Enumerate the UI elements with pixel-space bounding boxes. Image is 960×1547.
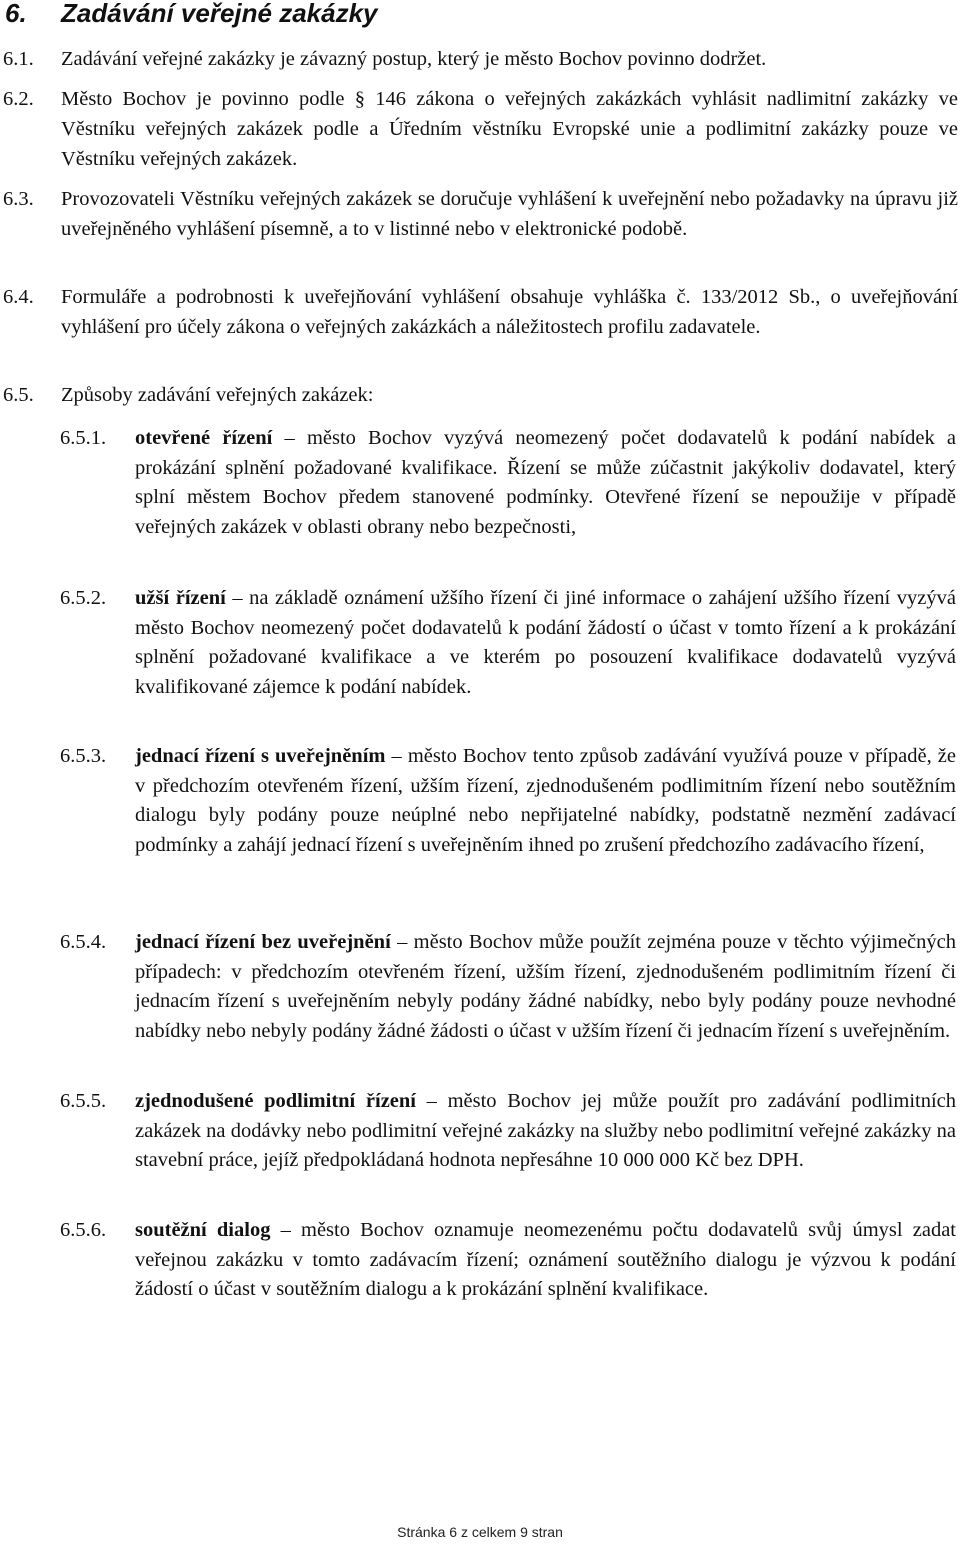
paragraph-text: Zadávání veřejné zakázky je závazný postup, který je město Bochov povinno dodržet. <box>61 48 767 70</box>
paragraph-number: 6.3. <box>3 188 34 210</box>
subparagraph-6-5-5 <box>60 1087 956 1176</box>
subparagraph-body <box>60 742 956 860</box>
paragraph-6-1 <box>3 44 958 74</box>
subparagraph-body <box>60 424 956 542</box>
section-heading-title: Zadávání veřejné zakázky <box>61 0 378 28</box>
subparagraph-number: 6.5.4. <box>60 931 107 953</box>
paragraph-number: 6.4. <box>3 286 34 308</box>
procedure-term: užší řízení <box>135 587 226 609</box>
subparagraph-body <box>60 584 956 702</box>
subparagraph-number: 6.5.1. <box>60 427 107 449</box>
section-heading-number: 6. <box>5 0 27 28</box>
paragraph-number: 6.1. <box>3 48 34 70</box>
procedure-term: soutěžní dialog <box>135 1219 271 1241</box>
subparagraph-text: – město Bochov oznamuje neomezenému počtu dodavatelů svůj úmysl zadat veřejnou zakázku v tomto zadávacím řízení; oznámení soutěžního dialogu je výzvou k podání žádostí o účast v soutěžním dialogu a k prokázání splnění kvalifikace. <box>135 1219 956 1300</box>
paragraph-6-3 <box>3 184 958 244</box>
subparagraph-body <box>60 928 956 1046</box>
subparagraph-text: – na základě oznámení užšího řízení či jiné informace o zahájení užšího řízení vyzývá město Bochov neomezený počet dodavatelů k podání žádostí o účast v tomto řízení a k prokázání splnění požadované kvalifikace a ve kterém po posouzení kvalifikace dodavatelů vyzývá kvalifikované zájemce k podání nabídek. <box>135 587 956 698</box>
subparagraph-6-5-4 <box>60 928 956 1046</box>
paragraph-6-4 <box>3 282 958 342</box>
subparagraph-6-5-2 <box>60 584 956 702</box>
section-heading <box>5 0 378 29</box>
paragraph-6-5 <box>3 380 958 410</box>
subparagraph-text: – město Bochov může použít zejména pouze v těchto výjimečných případech: v předchozím otevřeném řízení, užším řízení, zjednodušeném podlimitním řízení či jednacím řízení s uveřejněním nebyly podány žádné nabídky, nebo byly podány pouze nevhodné nabídky nebo nebyly podány žádné žádosti o účast v užším řízení či jednacím řízení s uveřejněním. <box>135 931 956 1042</box>
subparagraph-number: 6.5.6. <box>60 1219 107 1241</box>
procedure-term: jednací řízení s uveřejněním <box>135 745 386 767</box>
subparagraph-6-5-1 <box>60 424 956 542</box>
subparagraph-number: 6.5.3. <box>60 745 107 767</box>
subparagraph-text: – město Bochov tento způsob zadávání využívá pouze v případě, že v předchozím otevřeném řízení, užším řízení, zjednodušeném podlimitním řízení nebo soutěžním dialogu byly podány pouze neúplné nebo nepřijatelné nabídky, podstatně nezmění zadávací podmínky a zahájí jednací řízení s uveřejněním ihned po zrušení předchozího zadávacího řízení, <box>135 745 956 856</box>
subparagraph-6-5-6 <box>60 1216 956 1305</box>
procedure-term: jednací řízení bez uveřejnění <box>135 931 391 953</box>
subparagraph-6-5-3 <box>60 742 956 860</box>
procedure-term: otevřené řízení <box>135 427 273 449</box>
page-footer: Stránka 6 z celkem 9 stran <box>397 1524 563 1540</box>
subparagraph-number: 6.5.2. <box>60 587 107 609</box>
paragraph-text: Město Bochov je povinno podle § 146 zákona o veřejných zakázkách vyhlásit nadlimitní zakázky ve Věstníku veřejných zakázek podle a Úředním věstníku Evropské unie a podlimitní zakázky pouze ve Věstníku veřejných zakázek. <box>61 88 958 170</box>
subparagraph-body <box>60 1216 956 1305</box>
subparagraph-text: – město Bochov vyzývá neomezený počet dodavatelů k podání nabídek a prokázání splnění požadované kvalifikace. Řízení se může zúčastnit jakýkoliv dodavatel, který splní městem Bochov předem stanovené podmínky. Otevřené řízení se nepoužije v případě veřejných zakázek v oblasti obrany nebo bezpečnosti, <box>135 427 956 538</box>
paragraph-number: 6.2. <box>3 88 34 110</box>
paragraph-text: Formuláře a podrobnosti k uveřejňování vyhlášení obsahuje vyhláška č. 133/2012 Sb., o uveřejňování vyhlášení pro účely zákona o veřejných zakázkách a náležitostech profilu zadavatele. <box>61 286 958 338</box>
paragraph-6-2 <box>3 84 958 174</box>
subparagraph-body <box>60 1087 956 1176</box>
paragraph-number: 6.5. <box>3 384 34 406</box>
subparagraph-number: 6.5.5. <box>60 1090 107 1112</box>
paragraph-text: Způsoby zadávání veřejných zakázek: <box>61 384 374 406</box>
paragraph-text: Provozovateli Věstníku veřejných zakázek se doručuje vyhlášení k uveřejnění nebo požadavky na úpravu již uveřejněného vyhlášení písemně, a to v listinné nebo v elektronické podobě. <box>61 188 958 240</box>
procedure-term: zjednodušené podlimitní řízení <box>135 1090 417 1112</box>
subparagraph-text: – město Bochov jej může použít pro zadávání podlimitních zakázek na dodávky nebo podlimitní veřejné zakázky na služby nebo podlimitní veřejné zakázky na stavební práce, jejíž předpokládaná hodnota nepřesáhne 10 000 000 Kč bez DPH. <box>135 1090 957 1171</box>
